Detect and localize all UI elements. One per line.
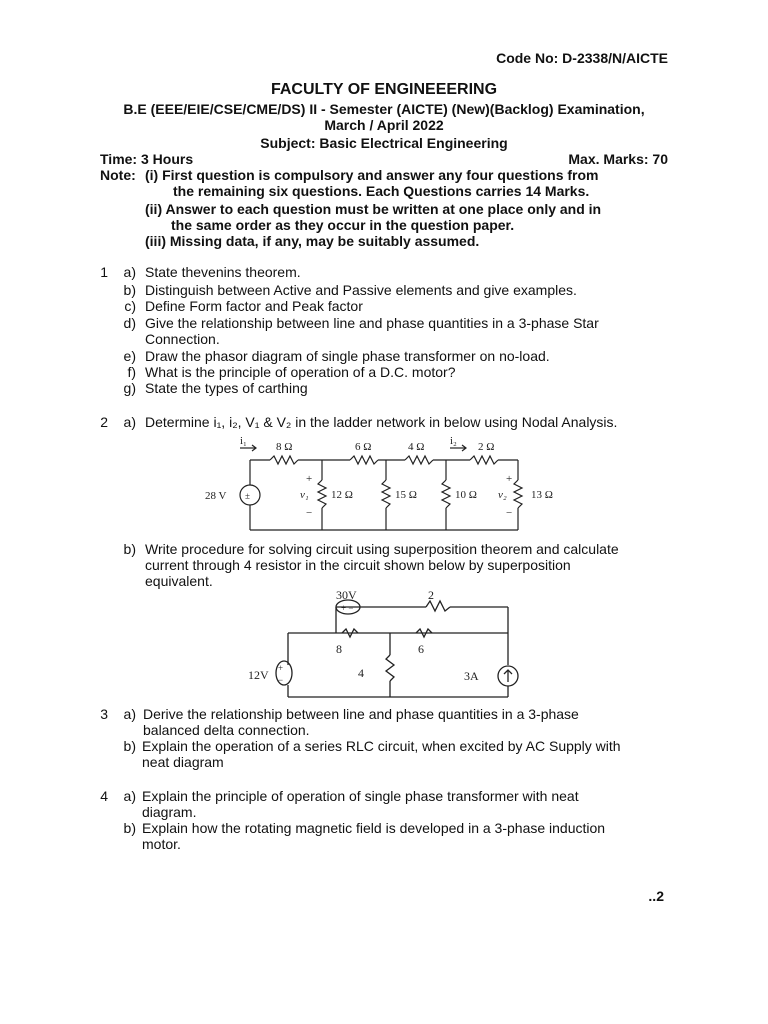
q1d-text: Give the relationship between line and phase quantities in a 3-phase Star bbox=[145, 315, 599, 331]
code-number: Code No: D-2338/N/AICTE bbox=[496, 50, 668, 66]
label-r8: 8 Ω bbox=[276, 441, 293, 453]
note-ii-line1: (ii) Answer to each question must be written at one place only and in bbox=[145, 201, 602, 217]
q2b-text-cont2: equivalent. bbox=[145, 573, 213, 589]
exam-line: B.E (EEE/EIE/CSE/CME/DS) II - Semester (AICTE) (New)(Backlog) Examination, bbox=[123, 101, 645, 117]
label-r10: 10 Ω bbox=[455, 489, 477, 501]
q1e-label: e) bbox=[123, 348, 136, 364]
resistor-13ohm bbox=[514, 480, 522, 508]
session: March / April 2022 bbox=[324, 117, 444, 133]
q2a-label: a) bbox=[123, 414, 136, 430]
q2b-label: b) bbox=[123, 541, 136, 557]
q3b-text-cont: neat diagram bbox=[142, 754, 224, 770]
time: Time: 3 Hours bbox=[100, 151, 194, 167]
q4b-label: b) bbox=[123, 820, 136, 836]
q1d-text-cont: Connection. bbox=[145, 331, 220, 347]
v2-plus: + bbox=[506, 473, 513, 485]
q4b-text: Explain how the rotating magnetic field is developed in a 3-phase induction bbox=[142, 820, 606, 836]
resistor-2ohm bbox=[426, 601, 450, 611]
q3a-text: Derive the relationship between line and phase quantities in a 3-phase bbox=[143, 706, 579, 722]
resistor-10ohm bbox=[442, 480, 450, 508]
resistor-6ohm bbox=[350, 456, 378, 464]
q3b-text: Explain the operation of a series RLC circuit, when excited by AC Supply with bbox=[142, 738, 621, 754]
q2a-text: Determine i₁, i₂, V₁ & V₂ in the ladder network in below using Nodal Analysis. bbox=[145, 414, 618, 430]
q1b-text: Distinguish between Active and Passive elements and give examples. bbox=[145, 282, 577, 298]
note-label: Note: bbox=[100, 167, 136, 183]
label-6ohm: 6 bbox=[418, 642, 424, 656]
source-plus-minus: ± bbox=[245, 491, 250, 501]
q1g-label: g) bbox=[123, 380, 136, 396]
resistor-4ohm bbox=[386, 655, 394, 681]
q3b-label: b) bbox=[123, 738, 136, 754]
label-v1: v₁ bbox=[300, 489, 309, 501]
note-ii-line2: the same order as they occur in the question paper. bbox=[171, 217, 515, 233]
resistor-12ohm bbox=[318, 480, 326, 508]
q1a-text: State thevenins theorem. bbox=[145, 264, 301, 280]
label-30v: 30V bbox=[336, 588, 357, 602]
q4b-text-cont: motor. bbox=[142, 836, 181, 852]
label-v2: v₂ bbox=[498, 489, 507, 501]
resistor-15ohm bbox=[382, 480, 390, 508]
ladder-network-circuit bbox=[200, 430, 580, 540]
q2b-text-cont1: current through 4 resistor in the circuit shown below by superposition bbox=[145, 557, 571, 573]
label-2ohm: 2 bbox=[428, 588, 434, 602]
q1f-label: f) bbox=[127, 364, 136, 380]
q1c-text: Define Form factor and Peak factor bbox=[145, 298, 363, 314]
label-r6: 6 Ω bbox=[355, 441, 372, 453]
subject: Subject: Basic Electrical Engineering bbox=[260, 135, 508, 151]
q4a-label: a) bbox=[123, 788, 136, 804]
source-12v-minus: − bbox=[278, 675, 284, 685]
v1-plus: + bbox=[306, 473, 313, 485]
label-r13: 13 Ω bbox=[531, 489, 553, 501]
q4a-text-cont: diagram. bbox=[142, 804, 197, 820]
note-i-line2: the remaining six questions. Each Questions carries 14 Marks. bbox=[173, 183, 590, 199]
q1d-label: d) bbox=[123, 315, 136, 331]
label-8ohm: 8 bbox=[336, 642, 342, 656]
q1b-label: b) bbox=[123, 282, 136, 298]
label-i2: i₂ bbox=[450, 435, 457, 447]
max-marks: Max. Marks: 70 bbox=[568, 151, 668, 167]
label-i1: i₁ bbox=[240, 435, 247, 447]
q1-number: 1 bbox=[100, 264, 108, 280]
q2-number: 2 bbox=[100, 414, 108, 430]
q1g-text: State the types of carthing bbox=[145, 380, 308, 396]
voltage-source-28v bbox=[240, 485, 260, 505]
label-12v: 12V bbox=[248, 668, 269, 682]
resistor-4ohm bbox=[405, 456, 433, 464]
label-r12: 12 Ω bbox=[331, 489, 353, 501]
q3a-label: a) bbox=[123, 706, 136, 722]
label-4ohm: 4 bbox=[358, 666, 364, 680]
resistor-8ohm bbox=[270, 456, 298, 464]
label-r15: 15 Ω bbox=[395, 489, 417, 501]
label-28v: 28 V bbox=[205, 490, 227, 502]
page-continuation: ..2 bbox=[648, 888, 664, 904]
q3a-text-cont: balanced delta connection. bbox=[143, 722, 310, 738]
v1-minus: − bbox=[306, 507, 313, 519]
label-r4: 4 Ω bbox=[408, 441, 425, 453]
q1e-text: Draw the phasor diagram of single phase transformer on no-load. bbox=[145, 348, 550, 364]
note-i-line1: (i) First question is compulsory and answer any four questions from bbox=[145, 167, 599, 183]
q2b-text: Write procedure for solving circuit using superposition theorem and calculate bbox=[145, 541, 619, 557]
source-30v-sign: + − bbox=[341, 603, 354, 613]
v2-minus: − bbox=[506, 507, 513, 519]
superposition-circuit bbox=[240, 585, 540, 700]
q1f-text: What is the principle of operation of a D.C. motor? bbox=[145, 364, 456, 380]
q3-number: 3 bbox=[100, 706, 108, 722]
q4a-text: Explain the principle of operation of single phase transformer with neat bbox=[142, 788, 579, 804]
q4-number: 4 bbox=[100, 788, 108, 804]
q1a-label: a) bbox=[123, 264, 136, 280]
resistor-2ohm bbox=[470, 456, 498, 464]
q1c-label: c) bbox=[124, 298, 136, 314]
source-12v-plus: + bbox=[278, 663, 284, 673]
faculty-title: FACULTY OF ENGINEEERING bbox=[270, 81, 498, 98]
label-3a: 3A bbox=[464, 669, 479, 683]
label-r2: 2 Ω bbox=[478, 441, 495, 453]
note-iii: (iii) Missing data, if any, may be suitably assumed. bbox=[145, 233, 480, 249]
